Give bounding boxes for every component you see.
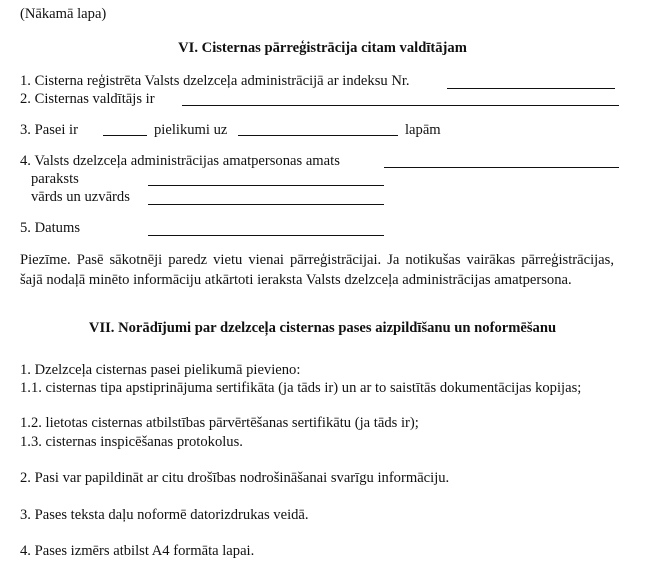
- item-3-pages-field[interactable]: [238, 135, 398, 136]
- item-2-label: 2. Cisternas valdītājs ir: [20, 91, 155, 107]
- note-term: Piezīme.: [20, 252, 71, 268]
- instruction-2: 2. Pasi var papildināt ar citu drošības nodrošināšanai svarīgu informāciju.: [20, 470, 450, 486]
- instruction-4: 4. Pases izmērs atbilst A4 formāta lapai.: [20, 543, 255, 559]
- note-paragraph: [20, 250, 614, 290]
- item-4-signature-field[interactable]: [148, 185, 384, 186]
- section-6-title: VI. Cisternas pārreģistrācija citam valdītājam: [178, 40, 467, 56]
- next-page-label: (Nākamā lapa): [20, 6, 107, 22]
- item-4-label: 4. Valsts dzelzceļa administrācijas amatpersonas amats: [20, 153, 340, 169]
- instruction-3: 3. Pases teksta daļu noformē datorizdrukas veidā.: [20, 507, 309, 523]
- instruction-1-1: 1.1. cisternas tipa apstiprinājuma sertifikāta (ja tāds ir) un ar to saistītās dokumentācijas kopijas;: [20, 380, 582, 396]
- item-4-name-label: vārds un uzvārds: [31, 189, 130, 205]
- instruction-1: 1. Dzelzceļa cisternas pasei pielikumā pievieno:: [20, 362, 301, 378]
- instruction-1-3: 1.3. cisternas inspicēšanas protokolus.: [20, 434, 243, 450]
- item-1-index-field[interactable]: [447, 88, 615, 89]
- item-4-position-field[interactable]: [384, 167, 619, 168]
- item-3-attachments-field[interactable]: [103, 135, 147, 136]
- note-text: Pasē sākotnēji paredz vietu vienai pārreģistrācijai. Ja notikušas vairākas pārreģistrācijas, šajā nodaļā minēto informāciju atkārtoti ieraksta Valsts dzelzceļa administrācijas amatpersona.: [20, 252, 614, 288]
- instruction-1-2: 1.2. lietotas cisternas atbilstības pārvērtēšanas sertifikātu (ja tāds ir);: [20, 415, 419, 431]
- section-7-title: VII. Norādījumi par dzelzceļa cisternas pases aizpildīšanu un noformēšanu: [88, 320, 557, 336]
- item-3-label-b: pielikumi uz: [154, 122, 228, 138]
- item-2-owner-field[interactable]: [182, 105, 619, 106]
- item-5-label: 5. Datums: [20, 220, 80, 236]
- item-5-date-field[interactable]: [148, 235, 384, 236]
- item-4-name-field[interactable]: [148, 204, 384, 205]
- item-3-label-a: 3. Pasei ir: [20, 122, 78, 138]
- item-4-signature-label: paraksts: [31, 171, 79, 187]
- item-3-label-c: lapām: [405, 122, 441, 138]
- item-1-label: 1. Cisterna reģistrēta Valsts dzelzceļa administrācijā ar indeksu Nr.: [20, 73, 410, 89]
